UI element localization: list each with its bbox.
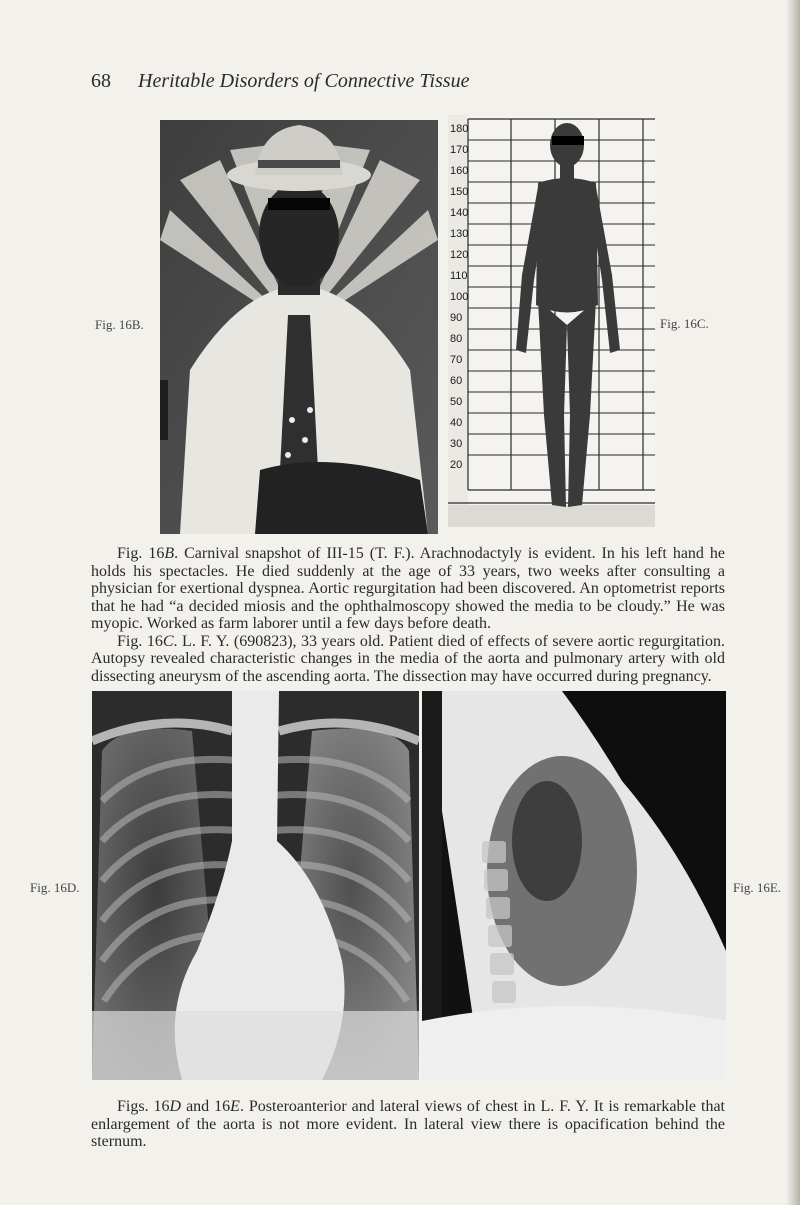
- scale-tick-label: 170: [450, 144, 469, 156]
- fig-16c-photo: [448, 115, 655, 527]
- fig-16e-xray: [422, 691, 726, 1080]
- scale-tick-label: 80: [450, 333, 463, 345]
- fig-16d-xray: [92, 691, 419, 1080]
- scale-tick-label: 160: [450, 165, 469, 177]
- caption-16b: Fig. 16B. Carnival snapshot of III-15 (T. F.). Arachnodactyly is evident. In his left hand he holds his spectacles. He died suddenly at the age of 33 years, two weeks after consulting a physician for exertional dyspnea. Aortic regurgitation had been discovered. An optometrist reports that he had “a decided miosis and the ophthalmoscopy showed the media to be cloudy.” He was myopic. Worked as farm laborer until a few days before death.: [91, 545, 725, 632]
- scale-tick-label: 120: [450, 249, 469, 261]
- scale-tick-label: 40: [450, 417, 463, 429]
- scale-tick-label: 50: [450, 396, 463, 408]
- scale-tick-label: 180: [450, 123, 469, 135]
- scale-tick-label: 110: [450, 270, 468, 282]
- fig-16e-label: Fig. 16E.: [733, 880, 782, 895]
- caption-16c: Fig. 16C. L. F. Y. (690823), 33 years old. Patient died of effects of severe aortic regurgitation. Autopsy revealed characteristic changes in the media of the aorta and pulmonary artery with old dissecting aneurysm of the ascending aorta. The dissection may have occurred during pregnancy.: [91, 632, 726, 685]
- running-head: [91, 70, 469, 93]
- scale-tick-label: 60: [450, 375, 463, 387]
- scale-tick-label: 20: [450, 459, 463, 471]
- fig-16b-photo: [160, 120, 438, 534]
- scale-tick-label: 70: [450, 354, 463, 366]
- scale-tick-label: 90: [450, 312, 463, 324]
- fig-16c-label: Fig. 16C.: [660, 316, 709, 331]
- scale-tick-label: 140: [450, 207, 469, 219]
- caption-16d-16e: [91, 1098, 725, 1151]
- fig-16d-label: Fig. 16D.: [30, 880, 80, 895]
- scale-tick-label: 100: [450, 291, 469, 303]
- page-edge-shadow: [786, 0, 800, 1205]
- page-number: 68: [91, 70, 111, 92]
- book-title: Heritable Disorders of Connective Tissue: [138, 70, 470, 92]
- scale-tick-label: 150: [450, 186, 469, 198]
- scale-tick-label: 30: [450, 438, 463, 450]
- scale-tick-label: 130: [450, 228, 469, 240]
- caption-16d-16e-text: Figs. 16D and 16E. Posteroanterior and lateral views of chest in L. F. Y. It is remarkable that enlargement of the aorta is not more evident. In lateral view there is opacification behind the sternum.: [91, 1098, 725, 1150]
- fig-16b-label: Fig. 16B.: [95, 317, 144, 332]
- caption-16b-16c: [91, 545, 725, 685]
